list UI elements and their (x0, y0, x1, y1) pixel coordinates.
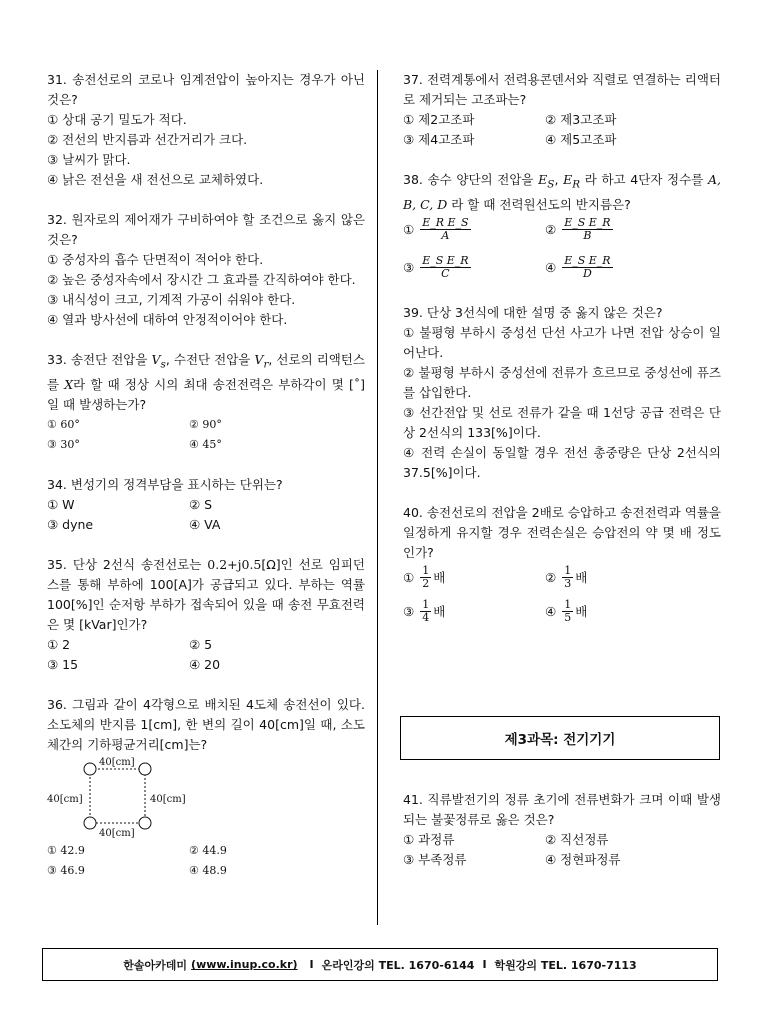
option-2: ② 전선의 반지름과 선간거리가 크다. (47, 132, 248, 147)
option-3: ③ dyne (47, 516, 94, 532)
option-1: ① 42.9 (47, 843, 85, 857)
question-33 (47, 350, 365, 455)
option-2: ② $\frac{\text{E\_S E\_R}}{B}$ (545, 216, 611, 242)
option-4: ④ 48.9 (189, 863, 227, 877)
option-3: ③ 30° (47, 437, 80, 451)
question-text: , 수전단 전압을 (165, 352, 251, 367)
right-column (403, 70, 721, 627)
question-number: 37. (403, 72, 423, 87)
option-1: ① 상대 공기 밀도가 적다. (47, 112, 187, 127)
question-text: 전력계통에서 전력용콘덴서와 직렬로 연결하는 리액터로 제거되는 고조파는? (403, 72, 721, 107)
option-4: ④ $\frac{\text{E\_S E\_R}}{D}$ (545, 254, 611, 280)
footer-separator: I (482, 958, 487, 971)
reactance-symbol: X (64, 376, 74, 392)
question-32 (47, 210, 365, 330)
square-outline (90, 769, 145, 823)
question-text: 직류발전기의 정류 초기에 전류변화가 크며 이때 발생되는 불꽃정류로 옳은 것은? (403, 792, 721, 827)
option-4: ④ VA (189, 516, 221, 532)
sending-voltage-symbol: $E_S$ (538, 172, 555, 191)
footer-offline-tel: 학원강의 TEL. 1670-7113 (494, 958, 637, 972)
receiving-voltage-symbol: $E_R$ (563, 172, 581, 191)
conductor-bottom-left (84, 817, 96, 829)
question-number: 31. (47, 72, 67, 87)
option-1: ① 과정류 (403, 832, 455, 847)
fraction: $\frac{\text{E\_R E\_S}}{A}$ (422, 216, 469, 242)
footer-separator: I (309, 958, 314, 971)
question-40 (403, 503, 721, 627)
fraction: $\frac{1}{5}$ (564, 598, 572, 624)
footer-online-tel: 온라인강의 TEL. 1670-6144 (321, 958, 475, 972)
fraction: $\frac{\text{E\_S E\_R}}{D}$ (564, 254, 611, 280)
question-36 (47, 695, 365, 881)
option-1: ① W (47, 496, 75, 512)
left-column (47, 70, 365, 881)
question-text: 그림과 같이 4각형으로 배치된 4도체 송전선이 있다. 소도체의 반지름 1[cm], 한 변의 길이 40[cm]일 때, 소도체간의 기하평균거리[cm]는? (47, 696, 365, 752)
option-4: ④ 낡은 전선을 새 전선으로 교체하였다. (47, 172, 264, 187)
impedance-value: 0.2+j0.5 (207, 556, 262, 572)
option-4: ④ 제5고조파 (545, 132, 617, 147)
option-1: ① $\frac{1}{2}$ 배 (403, 564, 446, 590)
option-3: ③ 내식성이 크고, 기계적 가공이 쉬워야 한다. (47, 292, 296, 307)
conductor-top-right (139, 763, 151, 775)
question-34 (47, 475, 365, 535)
option-3: ③ 46.9 (47, 863, 85, 877)
question-number: 32. (47, 212, 67, 227)
option-3: ③ 날씨가 맑다. (47, 152, 131, 167)
question-35 (47, 555, 365, 675)
fraction: $\frac{\text{E\_S E\_R}}{C}$ (422, 254, 469, 280)
question-number: 34. (47, 476, 67, 492)
label-right: 40[cm] (150, 793, 186, 805)
option-1: ① 2 (47, 636, 71, 652)
footer-brand: 한솔아카데미 (123, 958, 188, 972)
question-text: 원자로의 제어재가 구비하여야 할 조건으로 옳지 않은 것은? (47, 212, 365, 247)
option-3: ③ $\frac{\text{E\_S E\_R}}{C}$ (403, 254, 469, 280)
option-4: ④ $\frac{1}{5}$ 배 (545, 598, 588, 624)
label-bottom: 40[cm] (99, 827, 135, 839)
question-text: 송전단 전압을 (70, 352, 148, 367)
question-text: 라 할 때 전력원선도의 반지름은? (451, 196, 631, 212)
option-3: ③ $\frac{1}{4}$ 배 (403, 598, 446, 624)
sending-voltage-symbol: $V_s$ (151, 352, 166, 371)
question-text: 단상 3선식에 대한 설명 중 옳지 않은 것은? (426, 304, 663, 320)
question-41 (403, 790, 721, 870)
question-37 (403, 70, 721, 150)
question-text: 변성기의 정격부담을 표시하는 단위는? (70, 476, 283, 492)
option-4: ④ 20 (189, 656, 221, 672)
option-2: ② 제3고조파 (545, 112, 617, 127)
question-number: 36. (47, 696, 67, 712)
question-number: 40. (403, 504, 423, 520)
option-2: ② 44.9 (189, 843, 227, 857)
option-2: ② 불평형 부하시 중성선에 전류가 흐르므로 중성선에 퓨즈를 삽입한다. (403, 364, 721, 400)
option-2: ② 90° (189, 417, 222, 431)
question-text: 송전선로의 코로나 임계전압이 높아지는 경우가 아닌 것은? (47, 72, 365, 107)
question-number: 39. (403, 304, 423, 320)
option-1: ① 60° (47, 417, 80, 431)
option-3: ③ 선간전압 및 선로 전류가 같을 때 1선당 공급 전력은 단상 2선식의 133[%]이다. (403, 404, 721, 440)
subject-heading: 제3과목: 전기기기 (400, 716, 720, 760)
option-1: ① $\frac{\text{E\_R E\_S}}{A}$ (403, 216, 469, 242)
four-conductor-diagram (47, 757, 197, 837)
option-2: ② S (189, 496, 213, 512)
question-text: 라 하고 4단자 정수를 (584, 172, 704, 187)
option-2: ② 5 (189, 636, 213, 652)
question-text: 송수 양단의 전압을 (427, 172, 534, 187)
option-3: ③ 15 (47, 656, 79, 672)
question-text: , 선로의 리액턴스를 (47, 352, 365, 392)
question-31 (47, 70, 365, 190)
option-2: ② $\frac{1}{3}$ 배 (545, 564, 588, 590)
question-38: 38. 송수 양단의 전압을 $E_S$, $E_R$ 라 하고 4단자 정수를 A, B, C, D 라 할 때 전력원선도의 반지름은? ① $\frac{\text{E\_R E\_S}}{A}$ ② $\frac{\text{E\_S E\_R}}{B}$ ③ $\frac{\text{E\_S E\_R}}{C}$ ④ $\frac{\text{E\_S E\_R}}{D}$ (403, 170, 721, 283)
option-1: ① 중성자의 흡수 단면적이 적어야 한다. (47, 252, 264, 267)
fraction: $\frac{1}{3}$ (564, 564, 572, 590)
option-2: ② 직선정류 (545, 832, 609, 847)
question-text: 라 할 때 정상 시의 최대 송전전력은 부하각이 몇 [˚]일 때 발생하는가? (47, 376, 365, 412)
question-number: 33. (47, 352, 67, 367)
question-text: [Ω]인 선로 임피던스를 통해 부하에 100[A]가 공급되고 있다. 부하는 역률 100[%]인 순저항 부하가 접속되어 있을 때 송전 무효전력은 몇 [kVar]인가? (47, 556, 365, 632)
option-4: ④ 45° (189, 437, 222, 451)
question-39 (403, 303, 721, 483)
question-text: 단상 2선식 송전선로는 (72, 556, 202, 572)
question-text: 송전선로의 전압을 2배로 승압하고 송전전력과 역률을 일정하게 유지할 경우 전력손실은 승압전의 약 몇 배 정도인가? (403, 504, 721, 560)
question-number: 41. (403, 792, 423, 807)
four-terminal-constants: A, B, C, D (403, 172, 721, 212)
fraction: $\frac{\text{E\_S E\_R}}{B}$ (564, 216, 611, 242)
page-footer (42, 948, 718, 981)
label-left: 40[cm] (47, 793, 83, 805)
footer-url-link[interactable]: (www.inup.co.kr) (191, 958, 298, 971)
label-top: 40[cm] (99, 756, 135, 768)
option-1: ① 제2고조파 (403, 112, 475, 127)
option-3: ③ 제4고조파 (403, 132, 475, 147)
option-1: ① 불평형 부하시 중성선 단선 사고가 나면 전압 상승이 일어난다. (403, 324, 721, 360)
option-4: ④ 열과 방사선에 대하여 안정적이어야 한다. (47, 312, 288, 327)
question-number: 38. (403, 172, 423, 187)
column-divider (377, 70, 378, 925)
receiving-voltage-symbol: $V_r$ (254, 352, 269, 371)
option-4: ④ 정현파정류 (545, 852, 621, 867)
conductor-top-left (84, 763, 96, 775)
option-2: ② 높은 중성자속에서 장시간 그 효과를 간직하여야 한다. (47, 272, 356, 287)
fraction: $\frac{1}{2}$ (422, 564, 430, 590)
option-4: ④ 전력 손실이 동일할 경우 전선 총중량은 단상 2선식의 37.5[%]이다. (403, 444, 721, 480)
question-number: 35. (47, 556, 67, 572)
fraction: $\frac{1}{4}$ (422, 598, 430, 624)
conductor-bottom-right (139, 817, 151, 829)
option-3: ③ 부족정류 (403, 852, 467, 867)
